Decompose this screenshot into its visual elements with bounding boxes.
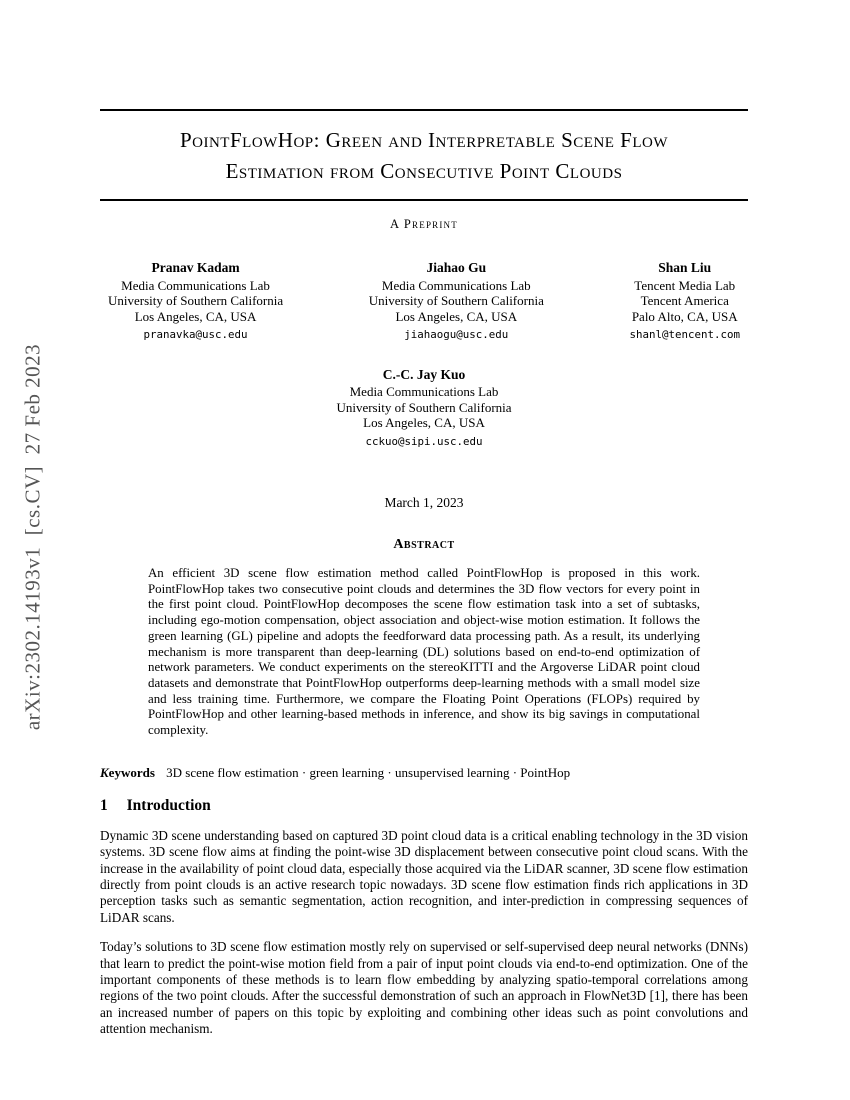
author-affiliation: Tencent Media Lab <box>634 277 736 293</box>
author-affiliation: Los Angeles, CA, USA <box>363 415 485 430</box>
publication-date: March 1, 2023 <box>384 495 464 510</box>
author-affiliation: Tencent America <box>640 293 729 308</box>
abstract-text: An efficient 3D scene flow estimation method called PointFlowHop is proposed in this work. PointFlowHop takes two consecutive point clouds and determines the 3D flow vectors for every point in the first point cloud. PointFlowHop decomposes the scene flow estimation task into a set of subtasks, including ego-motion compensation, object association and object-wise motion estimation. It follows the green learning (GL) pipeline and adopts the feedforward data processing path. As a result, its underlying mechanism is more transparent than deep-learning (DL) solutions based on end-to-end optimization of network parameters. We conduct experiments on the stereoKITTI and the Argoverse LiDAR point cloud datasets and demonstrate that PointFlowHop outperforms deep-learning methods with a small model size and less training time. Furthermore, we compare the Floating Point Operations (FLOPs) required by PointFlowHop and other learning-based methods in inference, and show its big savings in computational complexity. <box>148 566 700 738</box>
abstract-heading: Abstract <box>393 537 455 552</box>
bottom-rule <box>100 199 748 201</box>
author-block-1 <box>108 260 283 343</box>
paper-title-line1: PointFlowHop: Green and Interpretable Scene Flow <box>179 128 669 152</box>
author-email: shanl@tencent.com <box>629 328 740 341</box>
author-block-3 <box>629 260 740 343</box>
author-affiliation: University of Southern California <box>108 293 284 308</box>
section-number: 1 <box>100 796 108 814</box>
author-name: Jiahao Gu <box>426 260 487 275</box>
author-affiliation: Los Angeles, CA, USA <box>395 308 518 324</box>
author-name: Pranav Kadam <box>151 260 240 275</box>
author-affiliation: Media Communications Lab <box>349 384 499 399</box>
author-affiliation: Los Angeles, CA, USA <box>134 308 257 324</box>
keywords-line <box>100 765 748 781</box>
author-block-2 <box>369 260 544 343</box>
author-affiliation: University of Southern California <box>368 293 544 308</box>
author-name: Shan Liu <box>658 260 712 275</box>
author-affiliation: Media Communications Lab <box>381 277 531 293</box>
author-email: pranavka@usc.edu <box>143 328 248 341</box>
author-name: C.-C. Jay Kuo <box>382 366 466 382</box>
paper-title-line2: Estimation from Consecutive Point Clouds <box>225 159 623 183</box>
section-heading-introduction <box>100 797 748 815</box>
author-affiliation: Palo Alto, CA, USA <box>631 308 738 324</box>
author-block-4 <box>336 367 511 450</box>
authors-row <box>100 260 748 343</box>
keywords-label <box>100 765 155 780</box>
paper-title <box>100 125 748 187</box>
author-email: jiahaogu@usc.edu <box>404 328 509 341</box>
author-affiliation: University of Southern California <box>336 399 512 415</box>
author-affiliation: Media Communications Lab <box>121 277 270 293</box>
keywords-label-initial: K <box>100 764 109 780</box>
section-title: Introduction <box>126 796 211 814</box>
author-email: cckuo@sipi.usc.edu <box>365 434 483 448</box>
top-rule <box>100 109 748 111</box>
intro-paragraph-2: Today’s solutions to 3D scene flow estimation mostly rely on supervised or self-supervised deep neural networks (DNNs) that learn to predict the point-wise motion field from a pair of input point clouds via end-to-end optimization. One of the important components of these methods is to learn flow embedding by analyzing spatio-temporal correlations among regions of the two point clouds. After the successful demonstration of such an approach in FlowNet3D [1], there has been an increased number of papers on this topic by exploiting and combining other ideas such as point convolutions and attention mechanism. <box>100 939 748 1037</box>
paper-content <box>100 0 748 1038</box>
preprint-label: A Preprint <box>390 217 458 231</box>
keywords-text: 3D scene flow estimation · green learning · unsupervised learning · PointHop <box>166 764 571 780</box>
author-row-2 <box>100 367 748 450</box>
intro-paragraph-1: Dynamic 3D scene understanding based on captured 3D point cloud data is a critical enabling technology in the 3D vision systems. 3D scene flow aims at finding the point-wise 3D displacement between consecutive point cloud scans. With the increase in the availability of point cloud data, especially those acquired via the LiDAR scanner, 3D scene flow estimation directly from point clouds is an active research topic nowadays. 3D scene flow estimation finds rich applications in 3D perception tasks such as semantic segmentation, action recognition, and inter-prediction in compressing sequences of LiDAR scans. <box>100 827 748 925</box>
keywords-label-rest: eywords <box>108 764 155 780</box>
arxiv-watermark: arXiv:2302.14193v1 [cs.CV] 27 Feb 2023 <box>20 343 45 731</box>
